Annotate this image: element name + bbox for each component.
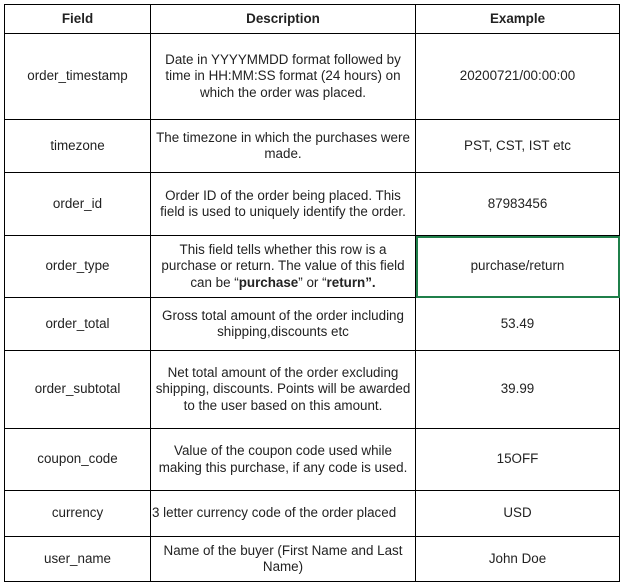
example-cell-selected[interactable]: purchase/return xyxy=(416,236,620,298)
table-row xyxy=(5,351,620,429)
description-cell[interactable]: 3 letter currency code of the order placed xyxy=(151,491,416,537)
description-text: This field tells whether this row is a purchase or return. The value of this field can be “ xyxy=(161,241,405,290)
field-cell[interactable]: coupon_code xyxy=(5,429,151,491)
column-header-field[interactable]: Field xyxy=(5,5,151,34)
description-cell[interactable]: Value of the coupon code used while making this purchase, if any code is used. xyxy=(151,429,416,491)
value-return: return xyxy=(326,274,366,290)
column-header-description[interactable]: Description xyxy=(151,5,416,34)
table-row xyxy=(5,236,620,298)
field-cell[interactable]: order_type xyxy=(5,236,151,298)
field-cell[interactable]: user_name xyxy=(5,537,151,582)
description-cell[interactable]: Name of the buyer (First Name and Last Name) xyxy=(151,537,416,582)
description-text: ” or “ xyxy=(298,274,327,290)
example-cell[interactable]: 15OFF xyxy=(416,429,620,491)
table-row xyxy=(5,491,620,537)
table-row xyxy=(5,34,620,120)
fields-table xyxy=(4,4,620,582)
description-cell[interactable]: Net total amount of the order excluding shipping, discounts. Points will be awarded to the user based on this amount. xyxy=(151,351,416,429)
header-row xyxy=(5,5,620,34)
field-cell[interactable]: timezone xyxy=(5,120,151,173)
table-row xyxy=(5,173,620,236)
example-cell[interactable]: 39.99 xyxy=(416,351,620,429)
description-cell[interactable]: The timezone in which the purchases were made. xyxy=(151,120,416,173)
table-row xyxy=(5,120,620,173)
example-cell[interactable]: 53.49 xyxy=(416,298,620,351)
table-row xyxy=(5,537,620,582)
column-header-example[interactable]: Example xyxy=(416,5,620,34)
value-purchase: purchase xyxy=(238,274,299,290)
description-text: ”. xyxy=(365,274,376,290)
field-cell[interactable]: currency xyxy=(5,491,151,537)
example-cell[interactable]: 20200721/00:00:00 xyxy=(416,34,620,120)
field-cell[interactable]: order_id xyxy=(5,173,151,236)
example-cell[interactable]: John Doe xyxy=(416,537,620,582)
field-cell[interactable]: order_total xyxy=(5,298,151,351)
description-cell[interactable]: Order ID of the order being placed. This field is used to uniquely identify the order. xyxy=(151,173,416,236)
example-cell[interactable]: USD xyxy=(416,491,620,537)
description-cell[interactable]: Date in YYYYMMDD format followed by time in HH:MM:SS format (24 hours) on which the order was placed. xyxy=(151,34,416,120)
example-cell[interactable]: 87983456 xyxy=(416,173,620,236)
field-cell[interactable]: order_timestamp xyxy=(5,34,151,120)
field-cell[interactable]: order_subtotal xyxy=(5,351,151,429)
table-row xyxy=(5,429,620,491)
table-row xyxy=(5,298,620,351)
description-cell[interactable] xyxy=(151,236,416,298)
description-cell[interactable]: Gross total amount of the order including shipping,discounts etc xyxy=(151,298,416,351)
example-cell[interactable]: PST, CST, IST etc xyxy=(416,120,620,173)
